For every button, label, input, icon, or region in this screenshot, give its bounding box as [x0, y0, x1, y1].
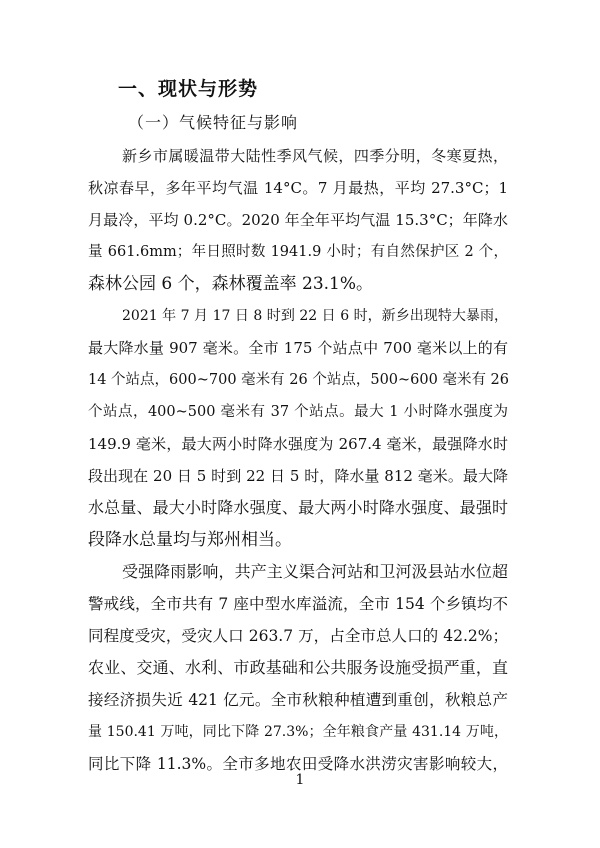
subsection-heading: （一）气候特征与影响 [128, 113, 299, 132]
paragraph-3-line: 警戒线，全市共有 7 座中型水库溢流，全市 154 个乡镇均不 [88, 595, 508, 613]
paragraph-2-line: 2021 年 7 月 17 日 8 时到 22 日 6 时，新乡出现特大暴雨， [122, 308, 508, 324]
paragraph-1-line: 秋凉春早，多年平均气温 14°C。7 月最热，平均 27.3°C；1 [88, 179, 508, 197]
paragraph-1-line: 月最冷，平均 0.2°C。2020 年全年平均气温 15.3°C；年降水 [88, 211, 508, 229]
paragraph-3-line: 接经济损失近 421 亿元。全市秋粮种植遭到重创，秋粮总产 [88, 691, 508, 709]
page-number: 1 [295, 772, 305, 788]
paragraph-2-line: 14 个站点，600~700 毫米有 26 个站点，500~600 毫米有 26 [88, 372, 510, 388]
paragraph-2-line: 个站点，400~500 毫米有 37 个站点。最大 1 小时降水强度为 [88, 404, 508, 420]
paragraph-3-line: 同比下降 11.3%。全市多地农田受降水洪涝灾害影响较大， [88, 755, 508, 773]
paragraph-2-line: 最大降水量 907 毫米。全市 175 个站点中 700 毫米以上的有 [88, 339, 508, 357]
paragraph-2-line: 段降水总量均与郑州相当。 [88, 530, 292, 550]
paragraph-2-line: 段出现在 20 日 5 时到 22 日 5 时，降水量 812 毫米。最大降 [88, 467, 508, 485]
paragraph-3-line: 同程度受灾，受灾人口 263.7 万，占全市总人口的 42.2%； [88, 627, 508, 645]
paragraph-2-line: 149.9 毫米，最大两小时降水强度为 267.4 毫米，最强降水时 [88, 435, 508, 453]
paragraph-1-line: 量 661.6mm；年日照时数 1941.9 小时；有自然保护区 2 个， [88, 244, 508, 260]
paragraph-3-line: 农业、交通、水利、市政基础和公共服务设施受损严重，直 [88, 658, 508, 677]
paragraph-3-line: 量 150.41 万吨，同比下降 27.3%；全年粮食产量 431.14 万吨， [88, 724, 508, 740]
paragraph-3-line: 受强降雨影响，共产主义渠合河站和卫河汲县站水位超 [122, 562, 508, 581]
paragraph-1-line: 森林公园 6 个，森林覆盖率 23.1%。 [88, 274, 374, 294]
paragraph-1-line: 新乡市属暖温带大陆性季风气候，四季分明，冬寒夏热， [122, 147, 508, 165]
section-heading: 一、现状与形势 [118, 78, 259, 100]
paragraph-2-line: 水总量、最大小时降水强度、最大两小时降水强度、最强时 [88, 498, 508, 517]
